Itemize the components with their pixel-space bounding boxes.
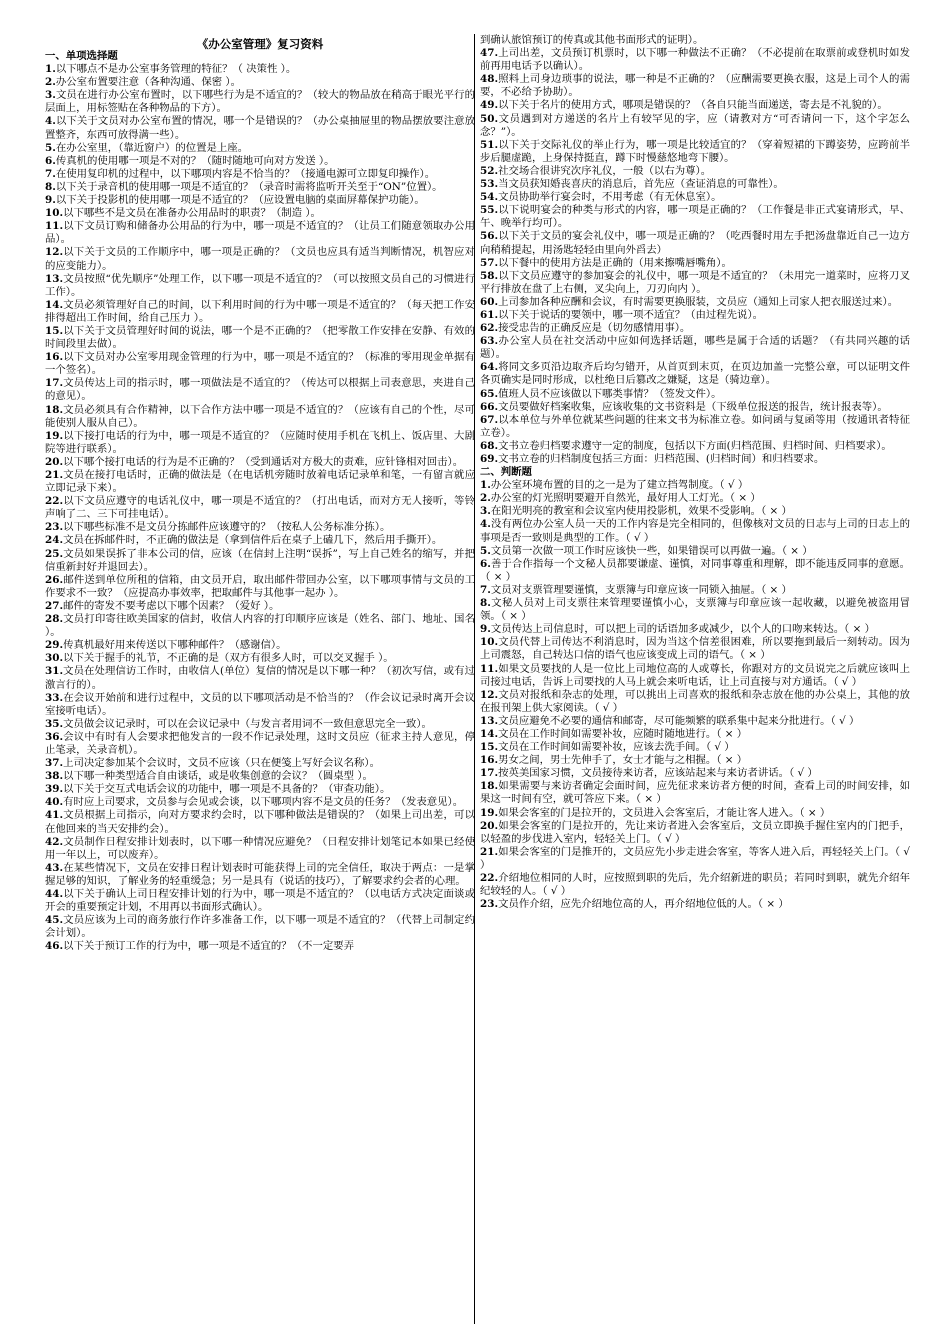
- question-number: 7.: [45, 167, 56, 180]
- question-text: 以下文员应遵守的参加宴会的礼仪中，哪一项是不适宜的？（未用完一道菜时，应将刀叉平行排放在盘了上右侧，叉尖向上，刀刃向内 ）。: [480, 269, 910, 295]
- question-item: [480, 518, 910, 544]
- question-item: [45, 207, 475, 220]
- question-item: [45, 194, 475, 207]
- question-text: 文书立卷的归档制度包括三方面：归档范围、(归档时间）和归档要求。: [498, 453, 825, 465]
- question-item: [480, 322, 910, 335]
- question-number: 62.: [480, 322, 499, 335]
- question-number: 10.: [45, 207, 64, 220]
- question-item: [480, 492, 910, 505]
- question-text: 值班人员不应该做以下哪类事情？（签发文件）。: [498, 387, 722, 400]
- question-number: 49.: [480, 99, 499, 112]
- question-number: 14.: [480, 727, 499, 740]
- question-text: 文员作介绍，应先介绍地位高的人，再介绍地位低的人。（ × ）: [498, 898, 789, 911]
- section-heading-single-choice: 一、单项选择题: [45, 50, 118, 62]
- question-number: 31.: [45, 665, 64, 678]
- question-text: 以本单位与外单位就某些问题的往来文书为标准立卷。如问函与复函等用（按通讯者特征立卷）。: [480, 413, 910, 439]
- question-number: 46.: [45, 940, 64, 953]
- question-number: 47.: [480, 47, 499, 60]
- true-false-list: [480, 479, 910, 911]
- question-number: 48.: [480, 73, 499, 86]
- question-item: [480, 741, 910, 754]
- question-item: [480, 689, 910, 715]
- question-number: 8.: [480, 597, 491, 610]
- question-item: [45, 181, 475, 194]
- question-text: 以下关于交互式电话会议的功能中，哪一项是不具备的？（审查功能）。: [63, 783, 391, 796]
- question-number: 29.: [45, 639, 64, 652]
- question-number: 56.: [480, 230, 499, 243]
- question-item: [480, 453, 910, 466]
- question-text: 文员传达上司的指示时，哪一项做法是不适宜的？（传达可以根据上司表意思，夹进自己的意见）。: [45, 377, 475, 403]
- question-item: [45, 783, 475, 796]
- question-number: 40.: [45, 796, 64, 809]
- question-number: 12.: [45, 246, 64, 259]
- question-number: 67.: [480, 413, 499, 426]
- question-number: 5.: [480, 544, 491, 557]
- question-text: 社交场合很讲究次序礼仪，一般（以右为尊）。: [498, 164, 712, 177]
- question-item: [480, 99, 910, 112]
- question-text: 以下哪些不是文员在准备办公用品时的职责？（制造 ）。: [63, 207, 321, 220]
- question-number: 1.: [45, 63, 56, 76]
- question-text: 文员在工作时间如需要补妆，应随时随地进行。（ × ）: [498, 727, 748, 740]
- question-item: [45, 914, 475, 940]
- question-number: 19.: [480, 806, 499, 819]
- question-number: 63.: [480, 335, 499, 348]
- question-number: 54.: [480, 191, 499, 204]
- question-number: 68.: [480, 439, 499, 452]
- question-list-right: [480, 34, 910, 466]
- question-item: [480, 505, 910, 518]
- question-text: 按英美国家习惯，文员接待来访者，应该站起来与来访者讲话。（ √ ）: [498, 767, 818, 780]
- question-text: 介绍地位相同的人时，应按照到职的先后，先介绍新进的职员；若同时到职，就先介绍年纪较轻的人。（ √ ）: [480, 872, 910, 898]
- question-number: 16.: [480, 754, 499, 767]
- question-text: 文员在处理信访工作时，由收信人(单位）复信的情况是以下哪一种？（初次写信，或有过激言行的）。: [45, 665, 475, 691]
- question-item: [45, 639, 475, 652]
- question-text: 没有两位办公室人员一天的工作内容是完全相同的，但像核对文员的日志与上司的日志上的事项是否一致则是典型的工作。（ √ ）: [480, 518, 910, 544]
- question-text: 以下关于名片的使用方式，哪项是错误的？（各自只能当面递送，寄去是不礼貌的）。: [498, 99, 888, 112]
- question-item: [45, 325, 475, 351]
- question-item: [480, 767, 910, 780]
- question-text: 文员打印寄往欧美国家的信封，收信人内容的打印顺序应该是（姓名、部门、地址、国名 ）。: [45, 613, 475, 639]
- question-item: [45, 888, 475, 914]
- question-text: 上司决定参加某个会议时，文员不应该（只在便笺上写好会议名称）。: [63, 757, 380, 770]
- document-title: 《办公室管理》复习资料: [196, 37, 324, 51]
- question-number: 21.: [45, 469, 64, 481]
- question-text: 文员制作日程安排计划表时，以下哪一种情况应避免？（日程安排计划笔记本如果已经使用一年以上，可以废弃）。: [45, 835, 475, 861]
- question-text: 文员如果误拆了非本公司的信，应该（在信封上注明“误拆”，写上自己姓名的缩写，并把信重新封好并退回去）。: [45, 547, 475, 573]
- question-item: [45, 155, 475, 168]
- question-item: [480, 113, 910, 139]
- question-text: 以下关于确认上司日程安排计划的行为中，哪一项是不适宜的？（以电话方式决定面谈或开会的重要预定计划，不用再以书面形式确认）。: [45, 888, 475, 914]
- question-text: 如果会客室的门是拉开的，文员进入会客室后，才能让客人进入。（ × ）: [498, 806, 831, 819]
- question-item: [480, 139, 910, 165]
- question-number: 8.: [45, 180, 56, 193]
- question-number: 6.: [45, 154, 56, 167]
- question-item: [480, 663, 910, 689]
- question-text: 文员对支票管理要谨慎，支票簿与印章应该一同锁入抽屉。（ × ）: [490, 583, 792, 596]
- question-text: 文员遇到对方递送的名片上有较罕见的字，应（请教对方“可否请问一下，这个字怎么念？”）。: [480, 112, 910, 138]
- question-item: [480, 728, 910, 741]
- question-item: [480, 846, 910, 872]
- question-item: [480, 204, 910, 230]
- question-item: [480, 636, 910, 662]
- question-number: 23.: [480, 898, 499, 911]
- question-list-left: [45, 63, 475, 953]
- question-item: [45, 246, 475, 272]
- question-item: [45, 168, 475, 181]
- question-item: [45, 770, 475, 783]
- question-item: [480, 820, 910, 846]
- question-text: 传真机的使用哪一项是不对的？（随时随地可向对方发送 ）。: [55, 154, 335, 167]
- question-text: 将同文多页沿边取齐后均匀错开，从首页到末页，在页边加盖一完整公章，可以证明文件各页确实是同时形成，以杜绝日后篡改之嫌疑，这是（骑边章）。: [480, 361, 910, 387]
- question-number: 28.: [45, 613, 64, 626]
- question-text: 在会议开始前和进行过程中，文员的以下哪项活动是不恰当的？（作会议记录时离开会议室接听电话）。: [45, 691, 475, 717]
- question-text: 文书立卷归档要求遵守一定的制度，包括以下方面(归档范围、归档时间、归档要求）。: [498, 439, 892, 452]
- question-text: 以下关于文员对办公室布置的情况，哪一个是错误的？（办公桌抽屉里的物品摆放要注意放置整齐，东西可放得满一些）。: [45, 115, 475, 141]
- question-item: [45, 548, 475, 574]
- question-number: 4.: [480, 518, 491, 531]
- question-number: 37.: [45, 757, 64, 770]
- question-item: [45, 718, 475, 731]
- question-number: 57.: [480, 256, 499, 269]
- question-text: 文员在接打电话时，正确的做法是（在电话机旁随时放着电话记录单和笔，一有留言就应立即记录下来）。: [45, 469, 475, 495]
- question-number: 14.: [45, 298, 64, 311]
- question-text: 以下哪个接打电话的行为是不正确的？（受到通话对方极大的责难，应针锋相对回击）。: [63, 455, 464, 468]
- question-item: [480, 388, 910, 401]
- question-text: 文员协助举行宴会时，不用考虑（有无休息室）。: [498, 191, 722, 204]
- question-item: [45, 665, 475, 691]
- question-number: 3.: [45, 89, 56, 102]
- question-item: [480, 754, 910, 767]
- question-item: [45, 731, 475, 757]
- question-item: [480, 898, 910, 911]
- question-item: [45, 351, 475, 377]
- question-item: [45, 63, 475, 76]
- question-item: [480, 257, 910, 270]
- question-text: 办公室的灯光照明要避开自然光，最好用人工灯光。（ × ）: [490, 492, 761, 505]
- question-item: [480, 178, 910, 191]
- question-number: 50.: [480, 112, 499, 125]
- question-item: [480, 296, 910, 309]
- question-number: 12.: [480, 688, 499, 701]
- question-item: [480, 309, 910, 322]
- question-number: 38.: [45, 770, 64, 783]
- question-item: [480, 414, 910, 440]
- question-number: 2.: [45, 76, 56, 89]
- question-text: 文员要做好档案收集，应该收集的文书资料是（下级单位报送的报告，统计报表等）。: [498, 400, 888, 413]
- question-number: 22.: [45, 495, 64, 508]
- question-number: 58.: [480, 269, 499, 282]
- question-number: 20.: [480, 819, 499, 832]
- question-text: 以下哪一种类型适合自由谈话，或是收集创意的会议？（圆桌型 ）。: [63, 770, 373, 783]
- question-text: 文员必须具有合作精神，以下合作方法中哪一项是不适宜的？（应该有自己的个性，尽可能使别人服从自己）。: [45, 403, 475, 429]
- question-text: 文员在工作时间如需要补妆，应该去洗手间。（ √ ）: [498, 741, 735, 754]
- question-number: 11.: [480, 662, 499, 675]
- question-item: [480, 479, 910, 492]
- question-number: 26.: [45, 573, 64, 586]
- question-number: 25.: [45, 547, 64, 560]
- question-text: 以下文员应遵守的电话礼仪中，哪一项是不适宜的？（打出电话，而对方无人接听，等铃声响了二、三下可挂电话）。: [45, 495, 475, 521]
- question-item: [45, 521, 475, 534]
- question-item: [45, 220, 475, 246]
- question-text: 文秘人员对上司支票往来管理要谨慎小心，支票簿与印章应该一起收藏，以避免被盗用冒领。（ × ）: [480, 597, 910, 623]
- question-text: 如果会客室的门是拉开的，先让来访者进入会客室后，文员立即换手握住室内的门把手，以轻盈的步伐进入室内，轻轻关上门。（ √ ）: [480, 819, 910, 845]
- question-item: [45, 430, 475, 456]
- question-item: [45, 809, 475, 835]
- question-item: [45, 76, 475, 89]
- question-text: 办公室布置要注意（各种沟通、保密 ）。: [55, 76, 241, 89]
- question-item: [480, 401, 910, 414]
- question-text: 善于合作指每一个文秘人员都要谦虚、谨慎，对同事尊重和理解，即不能违反同事的意愿。（ × ）: [480, 557, 910, 583]
- question-item: [480, 715, 910, 728]
- question-item: [45, 692, 475, 718]
- question-item: [480, 545, 910, 558]
- question-text: 文员应该为上司的商务旅行作许多准备工作，以下哪一项是不适宜的？（代替上司制定约会计划）。: [45, 914, 475, 940]
- question-text: 以下关于文员的宴会礼仪中，哪一项是正确的？（吃西餐时用左手把汤盘靠近自己一边方向稍稍提起，用汤匙轻轻由里向外舀去）: [480, 230, 910, 256]
- left-column: [45, 50, 475, 953]
- question-number: 27.: [45, 599, 64, 612]
- question-number: 52.: [480, 164, 499, 177]
- question-text: 文员在进行办公室布置时，以下哪些行为是不适宜的？（较大的物品放在稍高于眼光平行的层面上，用标签贴在各种物品的下方）。: [45, 89, 475, 115]
- question-number: 35.: [45, 717, 64, 730]
- question-text: 文员代替上司传达不利消息时，因为当这个信差很困难，所以要拖到最后一刻转动。因为上司震怒，自己转达口信的语气也应该变成上司的语气。（ × ）: [480, 636, 910, 662]
- question-item: [480, 584, 910, 597]
- question-item: [480, 47, 910, 73]
- question-number: 21.: [480, 845, 499, 858]
- question-text: 照料上司身边琐事的说法，哪一种是不正确的？（应酬需要更换衣服，这是上司个人的需要，不必给予协助）。: [480, 73, 910, 99]
- question-number: 15.: [480, 741, 499, 754]
- question-item: [480, 73, 910, 99]
- question-number: 61.: [480, 308, 499, 321]
- question-text: 以下文员对办公室零用现金管理的行为中，哪一项是不适宜的？（标准的零用现金单据有一个签名）。: [45, 351, 475, 377]
- question-item: [480, 558, 910, 584]
- question-item: [480, 230, 910, 256]
- question-text: 邮件送到单位所租的信箱，由文员开启，取出邮件带回办公室，以下哪项事情与文员的工作要求不一致？（应提高办事效率，把取邮件与其他事一起办 ）。: [45, 573, 475, 599]
- question-item: [480, 335, 910, 361]
- question-item: [480, 623, 910, 636]
- question-number: 41.: [45, 809, 64, 822]
- question-text: 文员在拆邮件时，不正确的做法是（拿到信件后在桌子上磕几下，然后用手撕开）。: [63, 534, 443, 547]
- question-text: 以下关于文员的工作顺序中，哪一项是正确的？（文员也应具有适当判断情况，机智应对的应变能力）。: [45, 246, 475, 272]
- question-number: 42.: [45, 835, 64, 848]
- question-item: [45, 574, 475, 600]
- question-number: 10.: [480, 636, 499, 649]
- question-text: 文员传达上司信息时，可以把上司的话语加多或减少，以个人的口吻来转达。（ × ）: [490, 623, 876, 636]
- question-item: [480, 270, 910, 296]
- section-heading-true-false: 二、判断题: [480, 466, 532, 479]
- question-text: 男女之间，男士先伸手了，女士才能与之相握。（ × ）: [498, 754, 748, 767]
- question-text: 当文员获知婚丧喜庆的消息后，首先应（查证消息的可靠性）。: [498, 178, 784, 191]
- question-item: [45, 115, 475, 141]
- right-column: [480, 34, 910, 911]
- question-text: 上司出差，文员预订机票时，以下哪一种做法不正确？（不必提前在取票前或登机时如发前再用电话予以确认）。: [480, 47, 910, 73]
- question-item: [45, 404, 475, 430]
- question-number: 5.: [45, 141, 56, 154]
- question-number: 45.: [45, 914, 64, 927]
- question-text: 文员应避免不必要的通信和邮寄，尽可能频繁的联系集中起来分批进行。（ √ ）: [498, 714, 860, 727]
- question-text: 文员根据上司指示，向对方要求约会时，以下哪种做法是错误的？（如果上司出差，可以在他回来的当天安排约会）。: [45, 809, 475, 835]
- question-item: [480, 361, 910, 387]
- question-item: [480, 165, 910, 178]
- question-number: 43.: [45, 861, 64, 874]
- question-item: [45, 469, 475, 495]
- question-number: 13.: [45, 272, 64, 285]
- question-text: 在使用复印机的过程中，以下哪项内容是不恰当的？（接通电源可立即复印操作）。: [55, 167, 436, 180]
- question-number: 23.: [45, 521, 64, 534]
- question-item: [45, 377, 475, 403]
- question-text: 文员按照“优先顺序”处理工作，以下哪一项是不适宜的？（可以按照文员自己的习惯进行工作）。: [45, 272, 475, 298]
- question-number: 18.: [45, 403, 64, 416]
- question-text: 有时应上司要求，文员参与会见或会谈，以下哪项内容不是文员的任务？（发表意见）。: [63, 796, 464, 809]
- question-item: [45, 796, 475, 809]
- question-text: 接受忠告的正确反应是（切勿感情用事）。: [498, 322, 691, 335]
- question-item: [45, 652, 475, 665]
- question-text: 以下文员订购和储备办公用品的行为中，哪一项是不适宜的？（让员工们随意领取办公用品）。: [45, 220, 475, 246]
- question-text: 以下关于录音机的使用哪一项是不适宜的？（录音时需将监听开关至于“ON”位置）。: [55, 180, 443, 193]
- question-number: 51.: [480, 138, 499, 151]
- question-item: [45, 495, 475, 521]
- question-number: 22.: [480, 872, 499, 884]
- question-text: 以下哪点不是办公室事务管理的特征？（ 决策性 ）。: [55, 63, 297, 76]
- question-text: 文员第一次做一项工作时应该快一些，如果错误可以再做一遍。（ × ）: [490, 544, 813, 557]
- question-item: [480, 780, 910, 806]
- question-number: 17.: [45, 377, 64, 390]
- question-item: [45, 940, 475, 953]
- question-item: [45, 836, 475, 862]
- question-number: 6.: [480, 557, 491, 570]
- question-number: 9.: [45, 194, 56, 207]
- question-text: 以下关于投影机的使用哪一项是不适宜的？（应设置电脑的桌面屏幕保护功能）。: [55, 194, 425, 207]
- question-number: 33.: [45, 691, 64, 704]
- question-text: 到确认旅馆预订的传真或其他书面形式的证明）。: [480, 34, 704, 46]
- question-number: 18.: [480, 780, 499, 793]
- question-number: 20.: [45, 455, 64, 468]
- question-text: 上司参加各种应酬和会议，有时需要更换服装，文员应（通知上司家人把衣服送过来）。: [498, 295, 899, 308]
- question-number: 69.: [480, 453, 499, 465]
- question-text: 在阳光明亮的教室和会议室内使用投影机，效果不受影响。（ × ）: [490, 505, 792, 518]
- question-item: [45, 600, 475, 613]
- question-number: 2.: [480, 492, 491, 505]
- question-item: [480, 191, 910, 204]
- question-number: 13.: [480, 714, 499, 727]
- question-number: 19.: [45, 429, 64, 442]
- question-text: 以下关于握手的礼节，不正确的是（双方有很多人时，可以交叉握手 ）。: [63, 652, 394, 665]
- question-text: 会议中有时有人会要求把他发言的一段不作记录处理，这时文员应（征求主持人意见，停止笔录，关录音机）。: [45, 730, 475, 756]
- question-item: [45, 534, 475, 547]
- question-item: [480, 440, 910, 453]
- question-text: 邮件的寄发不要考虑以下哪个因素？（爱好 ）。: [63, 599, 280, 612]
- question-item: [480, 872, 910, 898]
- question-number: 65.: [480, 387, 499, 400]
- question-number: 4.: [45, 115, 56, 128]
- question-number: 39.: [45, 783, 64, 796]
- question-number: 17.: [480, 767, 499, 780]
- question-text: 在某些情况下，文员在安排日程计划表时可能获得上司的完全信任，取决于两点：一是掌握足够的知识，了解业务的轻重缓急；另一是具有（说话的技巧），了解要求约会者的心理。: [45, 861, 475, 887]
- question-text: 办公室环境布置的目的之一是为了建立挡驾制度。（ √ ）: [490, 479, 749, 492]
- question-number: 55.: [480, 204, 499, 217]
- question-item: [45, 757, 475, 770]
- question-number: 1.: [480, 479, 491, 492]
- question-text: 以下餐中的使用方法是正确的（用来擦嘴唇嘴角）。: [498, 256, 732, 269]
- question-number: 11.: [45, 220, 64, 233]
- question-text: 如果会客室的门是推开的，文员应先小步走进会客室，等客人进入后，再轻轻关上门。（ √ ）: [480, 845, 910, 871]
- question-item: [45, 299, 475, 325]
- question-text: 以下关于说话的要领中，哪一项不适宜？（由过程先说）。: [498, 308, 764, 321]
- question-item: [45, 613, 475, 639]
- question-number: 16.: [45, 351, 64, 364]
- question-number: 53.: [480, 178, 499, 191]
- question-text: 如果文员要找的人是一位比上司地位高的人或尊长，你跟对方的文员说完之后就应该叫上司接过电话，告诉上司要找的人马上就会来听电话，让上司直接与对方通话。（ √ ）: [480, 662, 910, 688]
- question-text: 办公室人员在社交活动中应如何选择话题，哪些是属于合适的话题？（有共同兴趣的话题）。: [480, 335, 910, 361]
- question-number: 9.: [480, 623, 491, 636]
- question-number: 15.: [45, 324, 64, 337]
- question-item: [45, 862, 475, 888]
- question-item: [45, 456, 475, 469]
- question-item: [480, 807, 910, 820]
- question-number: 3.: [480, 505, 491, 518]
- question-number: 36.: [45, 730, 64, 743]
- question-text: 以下关于文员管理好时间的说法，哪一个是不正确的？（把零散工作安排在安静、有效的时间段里去做）。: [45, 324, 475, 351]
- question-text: 以下说明宴会的种类与形式的内容，哪一项是正确的？（工作餐是非正式宴请形式，早、午、晚举行均可）。: [480, 204, 910, 230]
- question-text: 在办公室里，（靠近窗户）的位置是上座。: [55, 141, 249, 154]
- question-number: 7.: [480, 583, 491, 596]
- question-text: 文员做会议记录时，可以在会议记录中（与发言者用词不一致但意思完全一致）。: [63, 717, 432, 730]
- question-number: 44.: [45, 888, 64, 900]
- question-text: 传真机最好用来传送以下哪种邮件？（感谢信）。: [63, 639, 287, 652]
- question-number: 64.: [480, 361, 499, 374]
- question-text: 如果需要与来访者确定会面时间，应先征求来访者方便的时间，查看上司的时间安排，如果这一时间有空，就可答应下来。（ × ）: [480, 780, 910, 806]
- question-text: 以下接打电话的行为中，哪一项是不适宜的？（应随时使用手机在飞机上、饭店里、大剧院等进行联系）。: [45, 429, 475, 455]
- question-number: 30.: [45, 652, 64, 665]
- question-text: 文员必须管理好自己的时间，以下利用时间的行为中哪一项是不适宜的？（每天把工作安排得超出工作时间，给自己压力 ）。: [45, 298, 475, 324]
- question-text: 以下关于预订工作的行为中，哪一项是不适宜的？（不一定要弄: [63, 940, 355, 953]
- question-text: 以下关于交际礼仪的举止行为，哪一项是比较适宜的？（穿着短裙的下蹲姿势，应跨前半步后腿虚跪，上身保持挺直，蹲下时慢慈悠地弯下腰）。: [480, 138, 910, 164]
- question-item: [45, 89, 475, 115]
- question-item: [45, 273, 475, 299]
- question-item: [45, 142, 475, 155]
- question-text: 文员对报纸和杂志的处理，可以挑出上司喜欢的报纸和杂志放在他的办公桌上，其他的放在报刊架上供大家阅读。（ √ ）: [480, 688, 910, 714]
- question-number: 66.: [480, 400, 499, 413]
- question-number: 24.: [45, 534, 64, 547]
- question-item: [480, 34, 910, 47]
- question-number: 60.: [480, 295, 499, 308]
- question-item: [480, 597, 910, 623]
- question-text: 以下哪些标准不是文员分拣邮件应该遵守的？（按私人公务标准分拣）。: [63, 521, 391, 534]
